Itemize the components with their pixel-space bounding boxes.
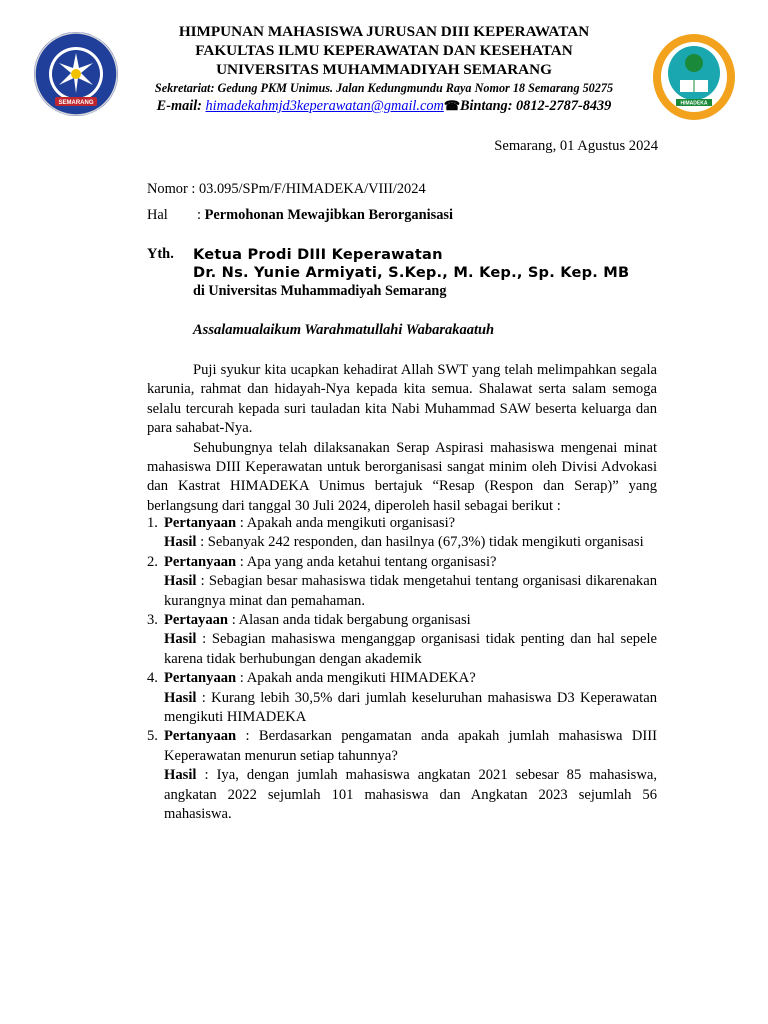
answer-label: Hasil [164,573,197,590]
hal-value: Permohonan Mewajibkan Berorganisasi [204,207,453,223]
item-number: 2. [147,553,158,570]
paragraph-2: Sehubungnya telah dilaksanakan Serap Aspirasi mahasiswa mengenai minat mahasiswa DIII Keperawatan untuk berorganisasi sangat minim oleh Divisi Advokasi dan Kastrat HIMADEKA Unimus bertajuk “Resap (Respon dan Serap)” yang berlangsung dari tanggal 30 Juli 2024, diperoleh hasil sebagai berikut : [147,439,657,514]
hal-colon: : [197,207,205,223]
list-item [147,553,657,611]
answer-text: : Sebanyak 242 responden, dan hasilnya (67,3%) tidak mengikuti organisasi [196,534,644,551]
answer-text: : Sebagian besar mahasiswa tidak mengetahui tentang organisasi dikarenakan kurangnya minat dan pemahaman. [164,573,657,609]
letterhead-line2: FAKULTAS ILMU KEPERAWATAN DAN KESEHATAN [195,42,573,59]
list-item [147,727,657,824]
email-label: E-mail: [156,98,206,114]
email-link[interactable]: himadekahmjd3keperawatan@gmail.com [205,98,444,114]
recipient-block [193,246,629,300]
question-text: : Apakah anda mengikuti HIMADEKA? [236,670,476,687]
hal-line [147,206,453,224]
letterhead [130,22,638,116]
svg-text:SEMARANG: SEMARANG [58,100,94,106]
nomor-value: : 03.095/SPm/F/HIMADEKA/VIII/2024 [191,181,426,197]
letter-date: Semarang, 01 Agustus 2024 [494,138,658,154]
question-label: Pertanyaan [164,728,237,745]
paragraph-1: Puji syukur kita ucapkan kehadirat Allah SWT yang telah melimpahkan segala karunia, rahmat dan hidayah-Nya kepada kita semua. Shalawat serta salam semoga selalu tercurah kepada suri tauladan kita Nabi Muhammad SAW beserta keluarga dan para sahabat-Nya. [147,362,657,437]
secretariat-address: Sekretariat: Gedung PKM Unimus. Jalan Kedungmundu Raya Nomor 18 Semarang 50275 [154,81,614,95]
letterhead-line3: UNIVERSITAS MUHAMMADIYAH SEMARANG [216,61,552,78]
question-label: Pertayaan [164,612,229,629]
answer-text: : Sebagian mahasiswa menganggap organisasi tidak penting dan hal sepele karena tidak berhubungan dengan akademik [164,631,657,667]
himadeka-logo [652,33,736,121]
recipient-name: Dr. Ns. Yunie Armiyati, S.Kep., M. Kep., Sp. Kep. MB [193,264,630,281]
question-label: Pertanyaan [164,670,237,687]
nomor-line [147,180,426,198]
letter-body [147,361,657,516]
item-number: 3. [147,612,158,629]
contact-line [130,96,638,116]
svg-text:HIMADEKA: HIMADEKA [680,100,708,107]
question-text: : Apa yang anda ketahui tentang organisasi? [236,553,497,570]
survey-results-list [147,514,657,825]
yth-label: Yth. [147,246,174,262]
answer-label: Hasil [164,689,197,706]
question-text: : Apakah anda mengikuti organisasi? [236,515,456,531]
answer-text: : Kurang lebih 30,5% dari jumlah keseluruhan mahasiswa D3 Keperawatan mengikuti HIMADEKA [164,689,657,726]
item-number: 4. [147,670,158,687]
answer-label: Hasil [164,631,197,648]
item-number: 1. [147,515,158,531]
greeting: Assalamualaikum Warahmatullahi Wabarakaatuh [193,322,495,338]
question-label: Pertanyaan [164,515,237,531]
list-item [147,669,657,727]
item-number: 5. [147,728,158,745]
letterhead-line1: HIMPUNAN MAHASISWA JURUSAN DIII KEPERAWATAN [178,23,590,40]
question-label: Pertanyaan [164,553,237,570]
recipient-location: di Universitas Muhammadiyah Semarang [193,283,447,299]
phone-number: Bintang: 0812-2787-8439 [460,98,612,114]
question-text: : Alasan anda tidak bergabung organisasi [228,612,471,629]
answer-text: : Iya, dengan jumlah mahasiswa angkatan 2021 sebesar 85 mahasiswa, angkatan 2022 sejumlah 101 mahasiswa dan Angkatan 2023 sejumlah 56 mahasiswa. [164,767,657,823]
answer-label: Hasil [164,534,197,551]
answer-label: Hasil [164,767,197,784]
question-text: : Berdasarkan pengamatan anda apakah jumlah mahasiswa DIII Keperawatan menurun setiap tahunnya? [164,728,657,764]
list-item [147,514,657,553]
nomor-label: Nomor [147,181,188,197]
phone-icon: ☎ [443,98,461,113]
list-item [147,611,657,669]
unimus-logo [33,31,119,117]
hal-label: Hal [147,207,168,223]
recipient-title: Ketua Prodi DIII Keperawatan [193,246,443,263]
